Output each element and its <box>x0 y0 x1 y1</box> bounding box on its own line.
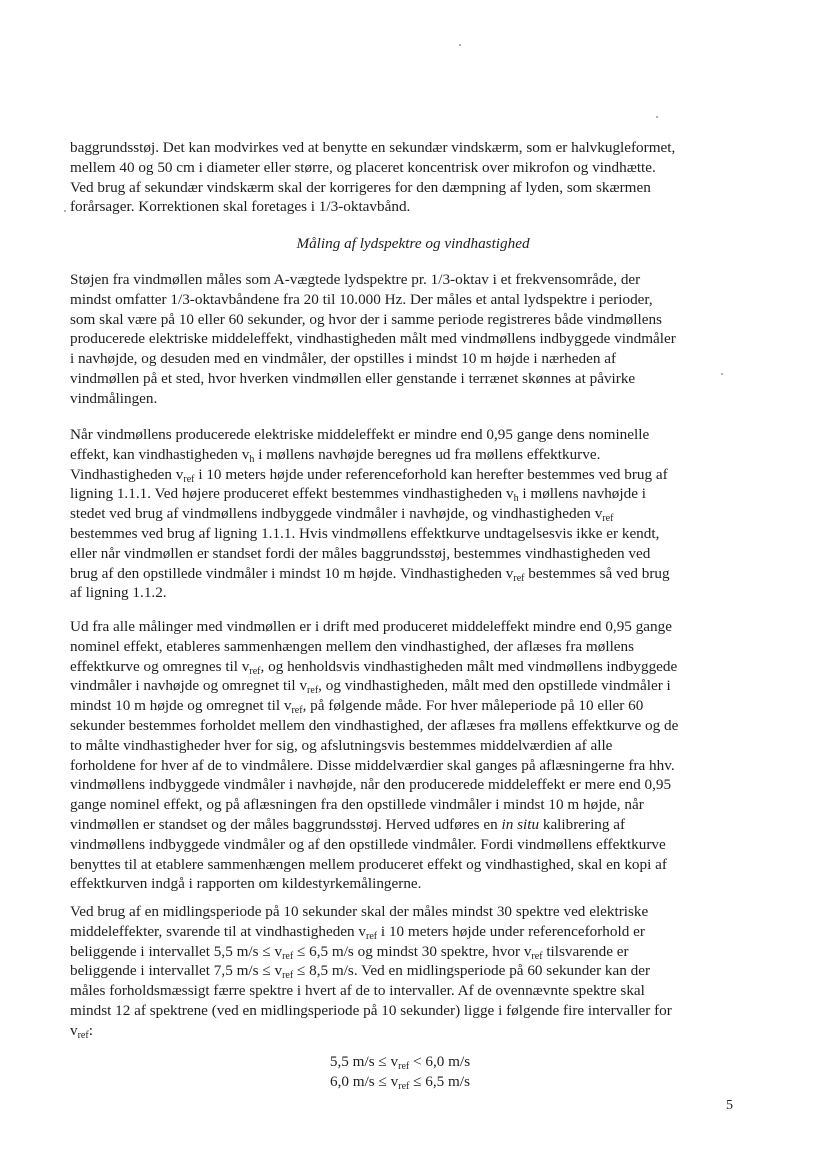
text-line: to målte vindhastigheder hver for sig, og afslutningsvis bestemmes middelværdien af alle <box>70 736 613 754</box>
text-line: vindmøllen er standset og der måles baggrundsstøj. Herved udføres en in situ kalibrering af <box>70 815 626 833</box>
text-line: vindmøllens indbyggede vindmåler i navhøjde, når den producerede middeleffekt er mere end 0,95 <box>70 776 672 794</box>
text-line: mindst 12 af spektrene (ved en midlingsperiode på 10 sekunder) ligge i følgende fire intervaller for <box>70 1001 672 1019</box>
continued-paragraph <box>70 138 734 217</box>
paragraph-wind-speed <box>70 425 734 603</box>
text-line: $v_{ref}$: <box>70 1021 93 1041</box>
text-line: stedet ved brug af vindmøllens indbyggede vindmåler i navhøjde, og vindhastigheden $v_{ref}$ <box>70 505 614 525</box>
subscript: ref <box>249 665 261 677</box>
text-line: effekt, kan vindhastigheden $v_h$ i møllens navhøjde beregnes ud fra møllens effektkurve. <box>70 445 601 465</box>
text-line: vindmøllens indbyggede vindmåler og af den opstillede vindmåler. Fordi vindmøllens effektkurve <box>70 835 666 853</box>
scan-speck <box>721 373 723 375</box>
text-line: middeleffekter, svarende til at vindhastigheden $v_{ref}$ i 10 meters højde under referenceforhold er <box>70 922 645 942</box>
formula-interval-1: 5,5 $m/s \le v_{ref} < 6,0$ m/s <box>329 1053 471 1072</box>
scan-speck <box>64 210 66 212</box>
subscript: ref <box>513 572 525 584</box>
paragraph-calibration <box>70 617 734 894</box>
text-line: af ligning 1.1.2. <box>70 584 167 602</box>
subscript: ref <box>282 970 294 982</box>
scan-speck <box>656 116 658 118</box>
text-line: Vindhastigheden $v_{ref}$ i 10 meters højde under referenceforhold kan herefter bestemmes ved brug af <box>70 465 668 485</box>
page-number: 5 <box>726 1098 733 1113</box>
text-line: måles forholdsmæssigt færre spektre i hvert af de to intervaller. Af de ovennævnte spektre skal <box>70 982 645 1000</box>
text-line: Ved brug af sekundær vindskærm skal der korrigeres for den dæmpning af lyden, som skærmen <box>70 178 651 196</box>
text-line: Ved brug af en midlingsperiode på 10 sekunder skal der måles mindst 30 spektre ved elektriske <box>70 903 649 920</box>
text-line: eller når vindmøllen er standset fordi der måles baggrundsstøj, bestemmes vindhastigheden ved <box>70 544 651 562</box>
text-line: brug af den opstillede vindmåler i mindst 10 m højde. Vindhastigheden $v_{ref}$ bestemmes så ved brug <box>70 564 670 584</box>
text-line: i navhøjde, og desuden med en vindmåler, der opstilles i mindst 10 m højde i nærheden af <box>70 350 617 368</box>
text-line: bestemmes ved brug af ligning 1.1.1. Hvis vindmøllens effektkurve undtagelsesvis ikke er kendt, <box>70 524 660 542</box>
text-line: producerede elektriske middeleffekt, vindhastigheden målt med vindmøllens indbyggede vindmåler <box>70 330 676 348</box>
text-line: forårsager. Korrektionen skal foretages i 1/3-oktavbånd. <box>70 198 411 216</box>
text-line: nominel effekt, etableres sammenhængen mellem den vindhastighed, der aflæses fra møllens <box>70 637 635 655</box>
paragraph-averaging <box>70 902 734 1041</box>
text-line: effektkurven indgå i rapporten om kildestyrkemålingerne. <box>70 875 422 893</box>
text-line: beliggende i intervallet 7,5 $m/s \le v_{ref} \le 8,5$ m/s. Ved en midlingsperiode på 60 sekunder kan der <box>70 962 651 982</box>
formula-interval-2: 6,0 $m/s \le v_{ref} \le 6,5$ m/s <box>329 1073 470 1092</box>
subscript: ref <box>282 950 294 962</box>
text-line: Støjen fra vindmøllen måles som A-vægtede lydspektre pr. 1/3-oktav i et frekvensområde, der <box>70 271 641 288</box>
scan-speck <box>459 44 461 46</box>
text-line: vindmåler i navhøjde og omregnet til $v_{ref}$, og vindhastigheden, målt med den opstillede vindmåler i <box>70 677 671 697</box>
subscript: h <box>249 453 255 465</box>
subscript: ref <box>366 930 378 942</box>
section-heading: Måling af lydspektre og vindhastighed <box>296 235 530 252</box>
subscript: ref <box>183 473 195 485</box>
text-line: vindmålingen. <box>70 389 158 407</box>
text-line: mindst omfatter 1/3-oktavbåndene fra 20 til 10.000 Hz. Der måles et antal lydspektre i perioder, <box>70 290 653 308</box>
text-line: som skal være på 10 eller 60 sekunder, og hvor der i samme periode registreres både vindmøllens <box>70 310 662 328</box>
text-line: mindst 10 m højde og omregnet til $v_{ref}$, på følgende måde. For hver måleperiode på 10 eller 60 <box>70 697 644 717</box>
subscript: ref <box>531 950 543 962</box>
subscript: h <box>513 493 519 505</box>
text-line: beliggende i intervallet 5,5 $m/s \le v_{ref} \le 6,5$ m/s og mindst 30 spektre, hvor $v_{ref}$ tilsvarende er <box>70 942 629 962</box>
text-line: gange nominel effekt, og på aflæsningen fra den opstillede vindmåler i mindst 10 m højde, når <box>70 796 644 814</box>
paragraph-measurement <box>70 270 734 409</box>
text-line: baggrundsstøj. Det kan modvirkes ved at benytte en sekundær vindskærm, som er halvkugleformet, <box>70 139 676 156</box>
text-line: forholdene for hver af de to vindmålere. Disse middelværdier skal ganges på aflæsningerne fra hhv. <box>70 756 675 774</box>
text-line: vindmøllen på et sted, hvor hverken vindmøllen eller genstande i terrænet skønnes at påvirke <box>70 369 636 387</box>
text-line: Når vindmøllens producerede elektriske middeleffekt er mindre end 0,95 gange dens nominelle <box>70 426 650 443</box>
text-line: benyttes til at etablere sammenhængen mellem produceret effekt og vindhastighed, skal en kopi af <box>70 855 667 873</box>
subscript: ref <box>77 1029 89 1041</box>
subscript: ref <box>291 705 303 717</box>
text-line: sekunder bestemmes forholdet mellem den vindhastighed, der aflæses fra møllens effektkurve og de <box>70 716 679 734</box>
subscript: ref <box>602 513 614 525</box>
subscript: ref <box>307 685 319 697</box>
text-line: mellem 40 og 50 cm i diameter eller større, og placeret koncentrisk over mikrofon og vindhætte. <box>70 158 656 176</box>
subscript: ref <box>398 1081 410 1092</box>
text-line: ligning 1.1.1. Ved højere produceret effekt bestemmes vindhastigheden $v_h$ i møllens navhøjde i <box>70 485 646 505</box>
italic-term: in situ <box>501 815 540 833</box>
text-line: Ud fra alle målinger med vindmøllen er i drift med produceret middeleffekt mindre end 0,95 gange <box>70 618 672 635</box>
subscript: ref <box>398 1061 410 1072</box>
text-line: effektkurve og omregnes til $v_{ref}$, og henholdsvis vindhastigheden målt med vindmøllens indbyggede <box>70 657 678 677</box>
